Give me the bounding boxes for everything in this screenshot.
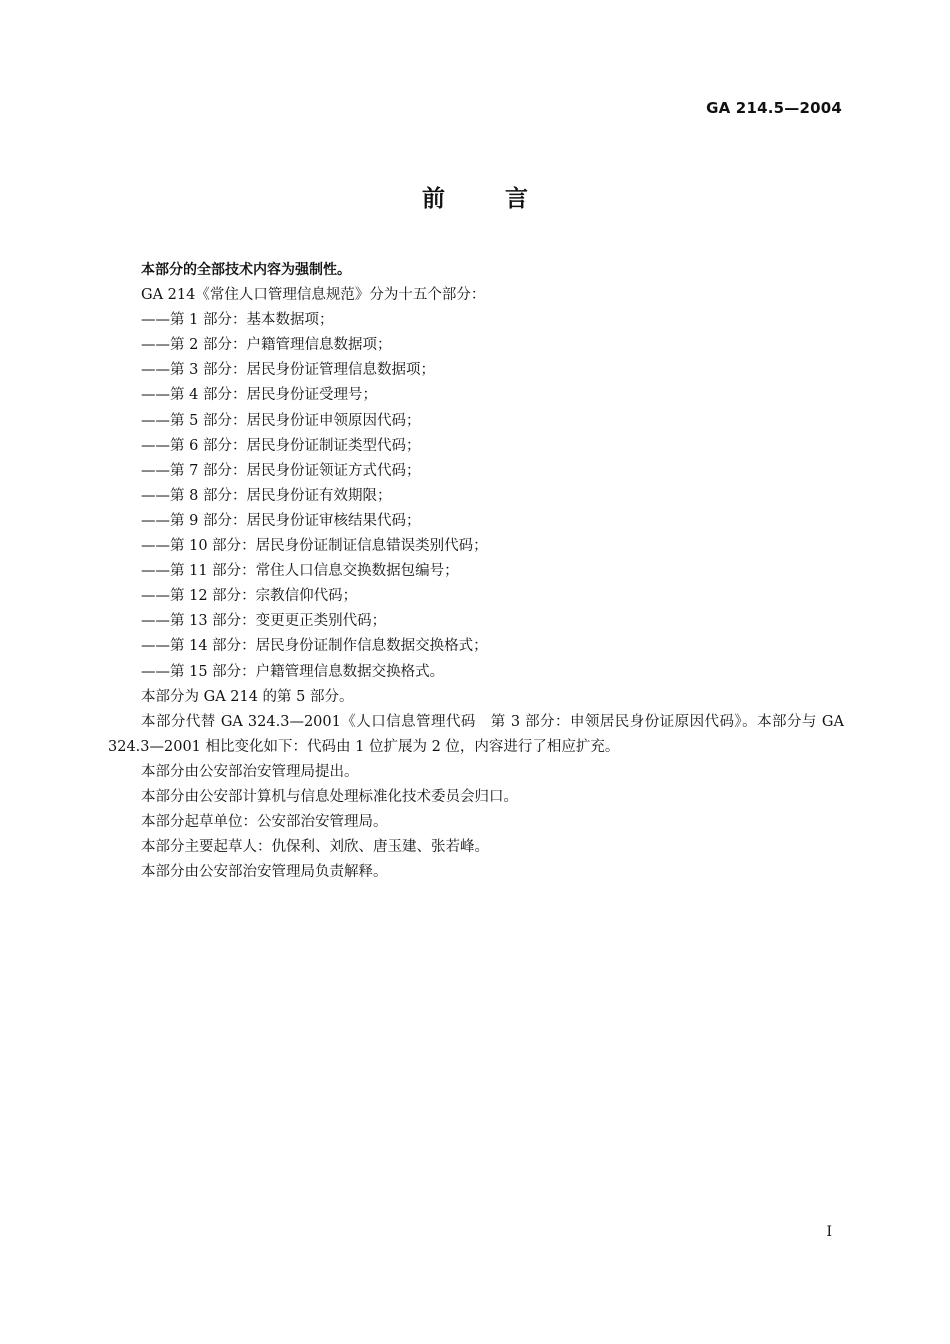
part-list-item: ——第 5 部分：居民身份证申领原因代码； <box>141 412 421 429</box>
part-list-item: ——第 7 部分：居民身份证领证方式代码； <box>141 462 421 479</box>
part-list-item: ——第 12 部分：宗教信仰代码； <box>141 588 358 605</box>
drafters-statement: 本部分主要起草人：仇保利、刘欣、唐玉建、张若峰。 <box>141 839 489 856</box>
proposer-statement: 本部分由公安部治安管理局提出。 <box>141 763 359 780</box>
replacement-statement: 本部分代替 GA 324.3—2001《人口信息管理代码 第 3 部分：申领居民身份证原因代码》。本部分与 GA 324.3—2001 相比变化如下：代码由 1 位扩展为 2 位，内容进行了相应扩充。 <box>108 713 844 755</box>
part-list-item: ——第 1 部分：基本数据项； <box>141 312 334 329</box>
part-list-item: ——第 2 部分：户籍管理信息数据项； <box>141 337 392 354</box>
part-list-item: ——第 11 部分：常住人口信息交换数据包编号； <box>141 563 459 580</box>
series-intro: GA 214《常住人口管理信息规范》分为十五个部分： <box>141 287 486 304</box>
interpretation-statement: 本部分由公安部治安管理局负责解释。 <box>141 864 388 881</box>
drafting-unit-statement: 本部分起草单位：公安部治安管理局。 <box>141 814 388 831</box>
page-title: 前言 <box>422 186 588 212</box>
standard-code: GA 214.5—2004 <box>706 99 842 117</box>
part-list-item: ——第 3 部分：居民身份证管理信息数据项； <box>141 362 435 379</box>
part-list-item: ——第 14 部分：居民身份证制作信息数据交换格式； <box>141 638 488 655</box>
mandatory-statement: 本部分的全部技术内容为强制性。 <box>141 262 351 278</box>
part-list-item: ——第 4 部分：居民身份证受理号； <box>141 387 377 404</box>
committee-statement: 本部分由公安部计算机与信息处理标准化技术委员会归口。 <box>141 788 518 805</box>
part-list-item: ——第 8 部分：居民身份证有效期限； <box>141 487 392 504</box>
part-list-item: ——第 10 部分：居民身份证制证信息错误类别代码； <box>141 538 488 555</box>
part-statement: 本部分为 GA 214 的第 5 部分。 <box>141 688 354 705</box>
page-number: I <box>826 1224 832 1240</box>
foreword-body <box>108 258 844 885</box>
part-list-item: ——第 13 部分：变更更正类别代码； <box>141 613 387 630</box>
part-list-item: ——第 15 部分：户籍管理信息数据交换格式。 <box>141 663 445 680</box>
part-list-item: ——第 9 部分：居民身份证审核结果代码； <box>141 512 421 529</box>
part-list-item: ——第 6 部分：居民身份证制证类型代码； <box>141 437 421 454</box>
